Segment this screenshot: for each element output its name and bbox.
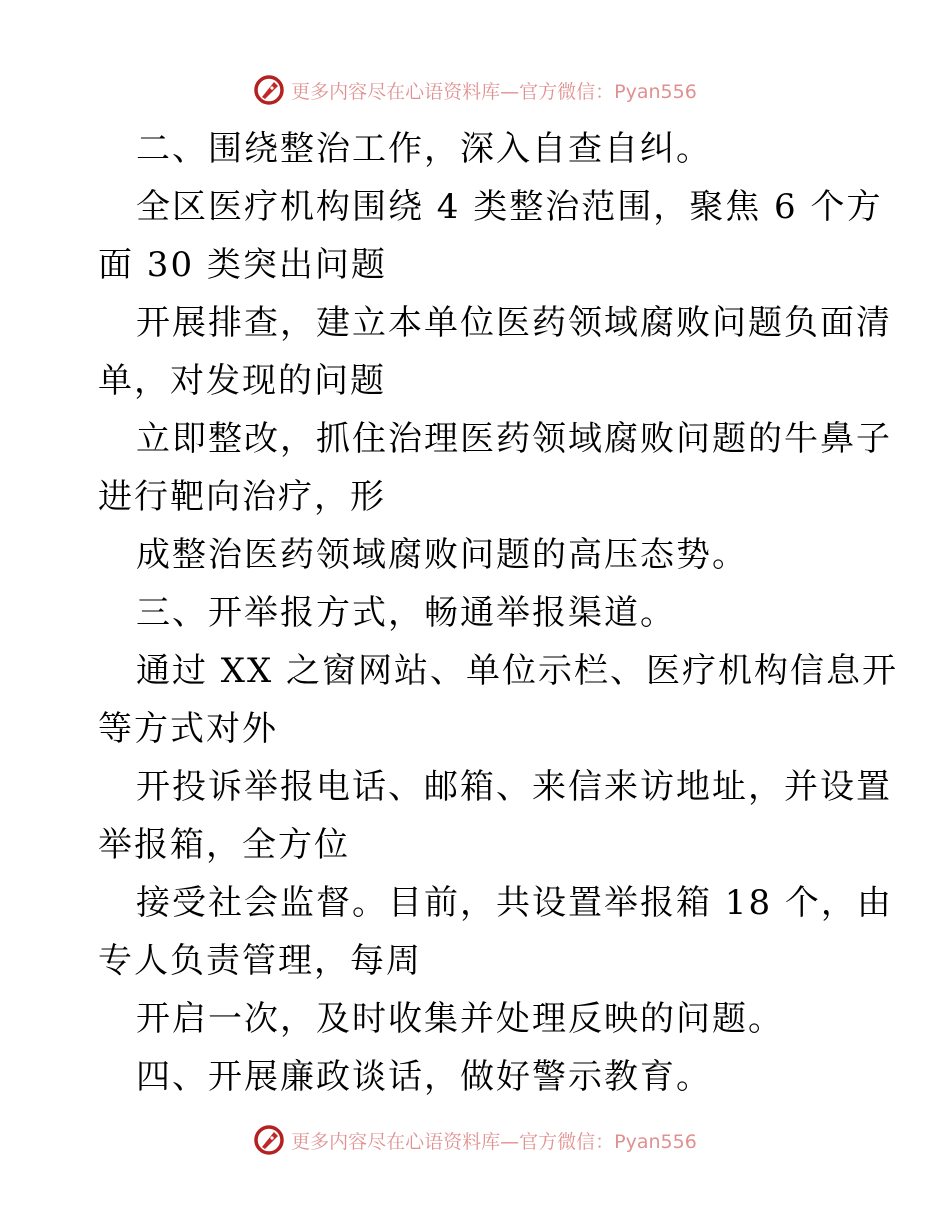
paragraph-line: 接受社会监督。目前，共设置举报箱 18 个，由 bbox=[136, 883, 893, 923]
document-body bbox=[98, 120, 899, 1106]
footer-banner bbox=[0, 1120, 950, 1160]
paragraph-line: 举报箱，全方位 bbox=[98, 825, 350, 865]
paragraph-line: 立即整改，抓住治理医药领域腐败问题的牛鼻子 bbox=[136, 419, 892, 459]
heading-section-4: 四、开展廉政谈话，做好警示教育。 bbox=[136, 1057, 712, 1097]
paragraph-line: 面 30 类突出问题 bbox=[98, 245, 387, 285]
footer-text: 更多内容尽在心语资料库—官方微信：Pyan556 bbox=[291, 1130, 697, 1153]
paragraph-line: 通过 XX 之窗网站、单位示栏、医疗机构信息开 bbox=[136, 651, 899, 691]
paragraph-line: 开投诉举报电话、邮箱、来信来访地址，并设置 bbox=[136, 767, 892, 807]
paragraph-line: 专人负责管理，每周 bbox=[98, 941, 422, 981]
heading-section-3: 三、开举报方式，畅通举报渠道。 bbox=[136, 593, 676, 633]
paragraph-line: 成整治医药领域腐败问题的高压态势。 bbox=[136, 535, 748, 575]
pen-nib-circle-icon bbox=[253, 74, 285, 106]
paragraph-line: 进行靶向治疗，形 bbox=[98, 477, 386, 517]
paragraph-line: 开启一次，及时收集并处理反映的问题。 bbox=[136, 999, 784, 1039]
paragraph-line: 全区医疗机构围绕 4 类整治范围，聚焦 6 个方 bbox=[136, 187, 883, 227]
pen-nib-circle-icon bbox=[253, 1124, 285, 1156]
paragraph-line: 单，对发现的问题 bbox=[98, 361, 386, 401]
paragraph-line: 等方式对外 bbox=[98, 709, 278, 749]
header-banner bbox=[0, 70, 950, 110]
heading-section-2: 二、围绕整治工作，深入自查自纠。 bbox=[136, 129, 712, 169]
paragraph-line: 开展排查，建立本单位医药领域腐败问题负面清 bbox=[136, 303, 892, 343]
header-text: 更多内容尽在心语资料库—官方微信：Pyan556 bbox=[291, 80, 697, 103]
